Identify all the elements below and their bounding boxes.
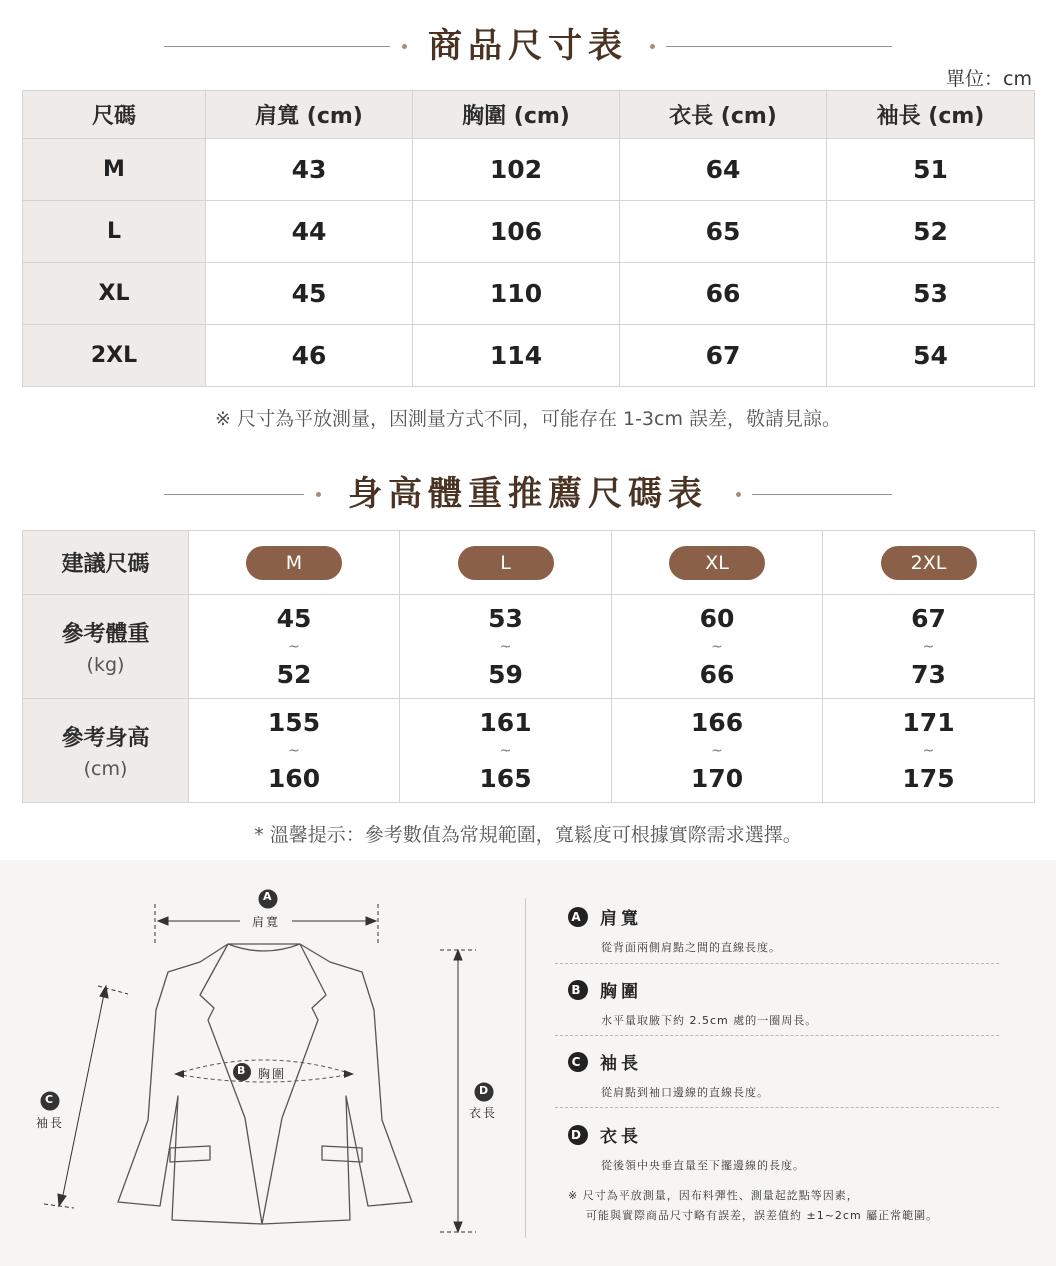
cell-length: 67	[620, 325, 827, 387]
table-row	[23, 139, 1035, 201]
height-cell	[400, 699, 612, 803]
legend-item-b	[568, 977, 1000, 1028]
weight-max: 73	[911, 659, 946, 689]
cell-sleeve: 51	[827, 139, 1035, 201]
range-tilde: ~	[288, 638, 300, 655]
recommend-chart-title: 身高體重推薦尺碼表	[348, 474, 708, 514]
header-chest: 胸圍 (cm)	[413, 91, 620, 139]
size-pill: M	[246, 546, 342, 580]
weight-max: 66	[699, 659, 735, 689]
size-chart-header	[0, 22, 1056, 72]
diagram-label-d: 衣長	[469, 1106, 498, 1120]
weight-min: 45	[276, 603, 312, 633]
legend-desc-a: 從背面兩側肩點之間的直線長度。	[601, 941, 781, 954]
legend-desc-d: 從後領中央垂直量至下擺邊線的長度。	[601, 1159, 805, 1172]
recommend-chart-table	[22, 530, 1035, 803]
size-row	[23, 531, 1035, 595]
title-rule-right	[752, 494, 892, 495]
table-row	[23, 263, 1035, 325]
height-min: 171	[902, 707, 955, 737]
weight-min: 53	[488, 603, 523, 633]
legend-title-c: 袖長	[600, 1054, 642, 1074]
legend-separator	[555, 1107, 999, 1108]
size-pill: XL	[669, 546, 765, 580]
diagram-letter-c: C	[45, 1093, 56, 1106]
range-tilde: ~	[711, 742, 723, 759]
cell-sleeve: 52	[827, 201, 1035, 263]
height-cell	[189, 699, 400, 803]
size-cell	[612, 531, 823, 595]
height-max: 175	[902, 763, 955, 793]
cell-length: 66	[620, 263, 827, 325]
letter-badge-a: A	[568, 907, 588, 927]
size-cell	[823, 531, 1035, 595]
height-min: 155	[267, 707, 321, 737]
cell-length: 64	[620, 139, 827, 201]
measurement-guide	[0, 860, 1056, 1266]
footnote-line-1: ※ 尺寸為平放測量，因布料彈性、測量起訖點等因素，	[568, 1189, 859, 1202]
size-cell	[189, 531, 400, 595]
legend-desc-c: 從肩點到袖口邊線的直線長度。	[601, 1086, 769, 1099]
height-min: 161	[479, 707, 532, 737]
cell-shoulder: 45	[206, 263, 413, 325]
weight-row	[23, 595, 1035, 699]
legend-item-c	[568, 1049, 1000, 1100]
cell-size: L	[23, 201, 206, 263]
cell-shoulder: 46	[206, 325, 413, 387]
cell-size: M	[23, 139, 206, 201]
size-pill: 2XL	[881, 546, 977, 580]
diagram-label-c: 袖長	[36, 1116, 65, 1130]
recommend-chart-note: * 溫馨提示：參考數值為常規範圍，寬鬆度可根據實際需求選擇。	[254, 824, 802, 846]
letter-badge-c: C	[568, 1052, 588, 1072]
title-rule-right	[666, 46, 892, 47]
range-tilde: ~	[499, 742, 512, 759]
legend-title-b: 胸圍	[600, 982, 642, 1002]
diagram-label-b: 胸圍	[258, 1067, 287, 1081]
weight-row-label	[23, 595, 189, 699]
header-length: 衣長 (cm)	[620, 91, 827, 139]
height-min: 166	[690, 707, 744, 737]
header-size: 尺碼	[23, 91, 206, 139]
weight-max: 59	[488, 659, 523, 689]
weight-label: 參考體重	[61, 622, 150, 647]
weight-cell	[189, 595, 400, 699]
cell-chest: 110	[413, 263, 620, 325]
legend-separator	[555, 963, 999, 964]
cell-shoulder: 44	[206, 201, 413, 263]
range-tilde: ~	[922, 638, 935, 655]
weight-cell	[400, 595, 612, 699]
height-row-label	[23, 699, 189, 803]
jacket-outline	[118, 944, 412, 1224]
legend-item-a	[568, 904, 1000, 955]
title-dot-right	[736, 492, 741, 497]
legend-title-a: 肩寬	[600, 909, 642, 929]
weight-unit: (kg)	[86, 654, 125, 676]
legend-desc-b: 水平量取腋下約 2.5cm 處的一圈周長。	[601, 1014, 818, 1027]
height-cell	[823, 699, 1035, 803]
height-row	[23, 699, 1035, 803]
legend-separator	[555, 1035, 999, 1036]
legend-divider	[525, 898, 526, 1238]
table-header-row	[23, 91, 1035, 139]
range-tilde: ~	[711, 638, 723, 655]
letter-badge-d: D	[568, 1125, 588, 1145]
cell-sleeve: 54	[827, 325, 1035, 387]
diagram-label-a: 肩寬	[252, 915, 281, 929]
legend-item-d	[568, 1122, 1000, 1173]
size-cell	[400, 531, 612, 595]
height-label: 參考身高	[61, 726, 150, 751]
height-max: 170	[690, 763, 744, 793]
header-sleeve: 袖長 (cm)	[827, 91, 1035, 139]
cell-chest: 102	[413, 139, 620, 201]
size-chart-table	[22, 90, 1035, 387]
table-row	[23, 201, 1035, 263]
weight-cell	[823, 595, 1035, 699]
size-row-label: 建議尺碼	[23, 531, 189, 595]
header-shoulder: 肩寬 (cm)	[206, 91, 413, 139]
cell-chest: 114	[413, 325, 620, 387]
cell-shoulder: 43	[206, 139, 413, 201]
height-max: 160	[267, 763, 321, 793]
cell-size: XL	[23, 263, 206, 325]
height-unit: (cm)	[83, 758, 128, 780]
recommend-chart-header	[0, 470, 1056, 520]
diagram-letter-a: A	[263, 890, 274, 903]
range-tilde: ~	[288, 742, 300, 759]
size-chart-note: ※ 尺寸為平放測量，因測量方式不同，可能存在 1-3cm 誤差，敬請見諒。	[214, 408, 842, 430]
weight-min: 67	[911, 603, 946, 633]
title-dot-right	[650, 44, 655, 49]
jacket-collar	[200, 944, 326, 1118]
cell-chest: 106	[413, 201, 620, 263]
height-max: 165	[479, 763, 532, 793]
weight-max: 52	[276, 659, 312, 689]
diagram-letter-b: B	[237, 1064, 248, 1077]
diagram-letter-d: D	[479, 1084, 491, 1097]
letter-badge-b: B	[568, 980, 588, 1000]
size-pill: L	[458, 546, 554, 580]
cell-size: 2XL	[23, 325, 206, 387]
legend-title-d: 衣長	[600, 1127, 642, 1147]
range-tilde: ~	[922, 742, 935, 759]
table-row	[23, 325, 1035, 387]
cell-length: 65	[620, 201, 827, 263]
weight-min: 60	[699, 603, 735, 633]
size-chart-title: 商品尺寸表	[428, 26, 628, 66]
unit-note: 單位：cm	[946, 68, 1032, 90]
weight-cell	[612, 595, 823, 699]
footnote-line-2: 可能與實際商品尺寸略有誤差，誤差值約 ±1~2cm 屬正常範圍。	[586, 1209, 939, 1222]
cell-sleeve: 53	[827, 263, 1035, 325]
height-cell	[612, 699, 823, 803]
range-tilde: ~	[499, 638, 512, 655]
legend-footnote	[568, 1186, 938, 1226]
